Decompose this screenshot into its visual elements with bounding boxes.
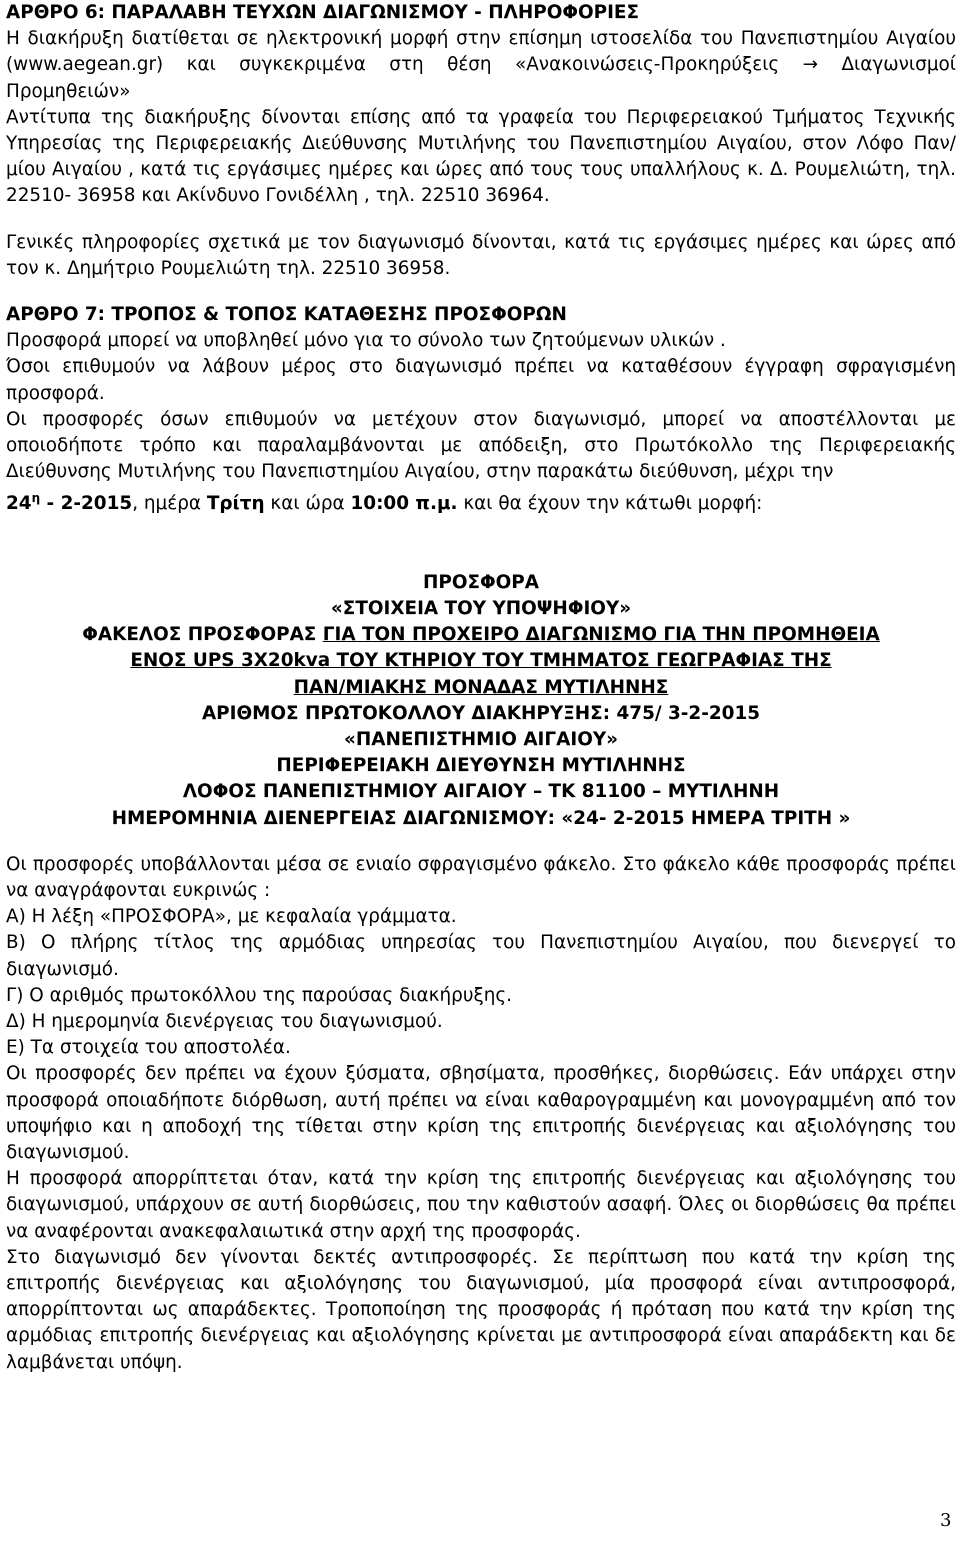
- envelope-line-title: ΦΑΚΕΛΟΣ ΠΡΟΣΦΟΡΑΣ ΓΙΑ ΤΟΝ ΠΡΟΧΕΙΡΟ ΔΙΑΓΩΝΙΣΜΟ ΓΙΑ ΤΗΝ ΠΡΟΜΗΘΕΙΑ: [82, 624, 880, 646]
- envelope-line-directorate: ΠΕΡΙΦΕΡΕΙΑΚΗ ΔΙΕΥΘΥΝΣΗ ΜΥΤΙΛΗΝΗΣ: [276, 755, 686, 777]
- rules-item-a: Α) Η λέξη «ΠΡΟΣΦΟΡΑ», με κεφαλαία γράμματα.: [6, 906, 457, 928]
- deadline-weekday: Τρίτη: [206, 493, 265, 515]
- article6-para-info: Γενικές πληροφορίες σχετικά με τον διαγωνισμό δίνονται, κατά τις εργάσιμες ημέρες και ώρες από τον κ. Δημήτριο Ρουμελιώτη τηλ. 22510 36958.: [6, 231, 956, 279]
- envelope-line-address: ΛΟΦΟΣ ΠΑΝΕΠΙΣΤΗΜΙΟΥ ΑΙΓΑΙΟΥ – ΤΚ 81100 – ΜΥΤΙΛΗΝΗ: [182, 781, 780, 803]
- envelope-line-unit: ΠΑΝ/ΜΙΑΚΗΣ ΜΟΝΑΔΑΣ ΜΥΤΙΛΗΝΗΣ: [293, 676, 669, 698]
- article6-heading: ΑΡΘΡΟ 6: ΠΑΡΑΛΑΒΗ ΤΕΥΧΩΝ ΔΙΑΓΩΝΙΣΜΟΥ - ΠΛΗΡΟΦΟΡΙΕΣ: [6, 2, 640, 23]
- rules-para-rejection: Η προσφορά απορρίπτεται όταν, κατά την κρίση της επιτροπής διενέργειας και αξιολόγησης του διαγωνισμού, υπάρχουν σε αυτή διορθώσεις, που την καθιστούν ασαφή. Όλες οι διορθώσεις θα πρέπει να αναφέρονται ανακεφαλαιωτικά στην αρχή της προσφοράς.: [6, 1168, 956, 1242]
- envelope-line-ups: ΕΝΟΣ UPS 3X20kva ΤΟΥ ΚΤΗΡΙΟΥ ΤΟΥ ΤΜΗΜΑΤΟΣ ΓΕΩΓΡΑΦΙΑΣ ΤΗΣ: [130, 650, 832, 672]
- deadline-date: - 2-2015: [40, 493, 133, 515]
- rules-item-c: Γ) Ο αριθμός πρωτοκόλλου της παρούσας διακήρυξης.: [6, 984, 513, 1006]
- rules-item-e: Ε) Τα στοιχεία του αποστολέα.: [6, 1037, 291, 1059]
- article7-para-sealed: Όσοι επιθυμούν να λάβουν μέρος στο διαγωνισμό πρέπει να καταθέσουν έγγραφη σφραγισμένη προσφορά.: [6, 356, 956, 404]
- rules-item-b: Β) Ο πλήρης τίτλος της αρμόδιας υπηρεσίας του Πανεπιστημίου Αιγαίου, που διενεργεί το διαγωνισμό.: [6, 932, 956, 980]
- page-number: 3: [940, 1510, 952, 1531]
- article7-para-scope: Προσφορά μπορεί να υποβληθεί μόνο για το σύνολο των ζητούμενων υλικών .: [6, 330, 726, 352]
- deadline-time: 10:00 π.μ.: [350, 493, 458, 515]
- envelope-line-candidate: «ΣΤΟΙΧΕΙΑ ΤΟΥ ΥΠΟΨΗΦΙΟΥ»: [330, 597, 632, 619]
- article6-para-website: Η διακήρυξη διατίθεται σε ηλεκτρονική μορφή στην επίσημη ιστοσελίδα του Πανεπιστημίου Αιγαίου (www.aegean.gr) και συγκεκριμένα στη θέση «Ανακοινώσεις-Προκηρύξεις → Διαγωνισμοί Προμηθειών»: [6, 28, 956, 102]
- document-page: [6, 0, 956, 1376]
- envelope-format-block: [6, 570, 956, 832]
- article6-para-copies: Αντίτυπα της διακήρυξης δίνονται επίσης από τα γραφεία του Περιφερειακού Τμήματος Τεχνικής Υπηρεσίας της Περιφερειακής Διεύθυνσης Μυτιλήνης του Πανεπιστημίου Αιγαίου, στον Λόφο Παν/μίου Αιγαίου , κατά τις εργάσιμες ημέρες και ώρες από τους τους υπαλλήλους κ. Δ. Ρουμελιώτη, τηλ. 22510- 36958 και Ακίνδυνο Γονιδέλλη , τηλ. 22510 36964.: [6, 106, 956, 207]
- deadline-day: 24: [6, 493, 32, 515]
- rules-para-envelope: Οι προσφορές υποβάλλονται μέσα σε ενιαίο σφραγισμένο φάκελο. Στο φάκελο κάθε προσφοράς πρέπει να αναγράφονται ευκρινώς :: [6, 853, 956, 902]
- envelope-line-offer: ΠΡΟΣΦΟΡΑ: [422, 571, 540, 593]
- right-arrow-icon: →: [802, 54, 819, 76]
- article7-heading: ΑΡΘΡΟ 7: ΤΡΟΠΟΣ & ΤΟΠΟΣ ΚΑΤΑΘΕΣΗΣ ΠΡΟΣΦΟΡΩΝ: [6, 304, 567, 326]
- envelope-line-protocol: ΑΡΙΘΜΟΣ ΠΡΩΤΟΚΟΛΛΟΥ ΔΙΑΚΗΡΥΞΗΣ: 475/ 3-2-2015: [201, 702, 761, 724]
- rules-para-counteroffers: Στο διαγωνισμό δεν γίνονται δεκτές αντιπροσφορές. Σε περίπτωση που κατά την κρίση της επιτροπής διενέργειας και αξιολόγησης του διαγωνισμού, μία προσφορά είναι αντιπροσφορά, απορρίπτονται ως απαράδεκτες. Τροποποίηση της προσφοράς ή πρόταση που κατά την κρίση της αρμόδιας επιτροπής διενέργειας και αξιολόγησης κρίνεται με αντιπροσφορά είναι απαράδεκτη και δε λαμβάνεται υπόψη.: [6, 1246, 956, 1373]
- rules-item-d: Δ) Η ημερομηνία διενέργειας του διαγωνισμού.: [6, 1011, 443, 1033]
- envelope-line-university: «ΠΑΝΕΠΙΣΤΗΜΙΟ ΑΙΓΑΙΟΥ»: [343, 729, 619, 750]
- envelope-line-date: ΗΜΕΡΟΜΗΝΙΑ ΔΙΕΝΕΡΓΕΙΑΣ ΔΙΑΓΩΝΙΣΜΟΥ: «24- 2-2015 ΗΜΕΡΑ ΤΡΙΤΗ »: [111, 807, 851, 829]
- rules-para-corrections: Οι προσφορές δεν πρέπει να έχουν ξύσματα, σβησίματα, προσθήκες, διορθώσεις. Εάν υπάρχει στην προσφορά οποιαδήποτε διόρθωση, αυτή πρέπει να είναι καθαρογραμμένη και μονογραμμένη από τον υποψήφιο και η αποδοχή της τίθεται στην κρίση της επιτροπής διενέργειας και αξιολόγησης του διαγωνισμού.: [6, 1063, 956, 1164]
- article7-para-submission: Οι προσφορές όσων επιθυμούν να μετέχουν στον διαγωνισμό, μπορεί να αποστέλλονται με οποιοδήποτε τρόπο και παραλαμβάνονται με απόδειξη, στο Πρωτόκολλο της Περιφερειακής Διεύθυνσης Μυτιλήνης του Πανεπιστημίου Αιγαίου, στην παρακάτω διεύθυνση, μέχρι την $24^\eta - 2-2015$, ημέρα Τρίτη και ώρα 10:00 π.μ. και θα έχουν την κάτωθι μορφή:: [6, 408, 956, 515]
